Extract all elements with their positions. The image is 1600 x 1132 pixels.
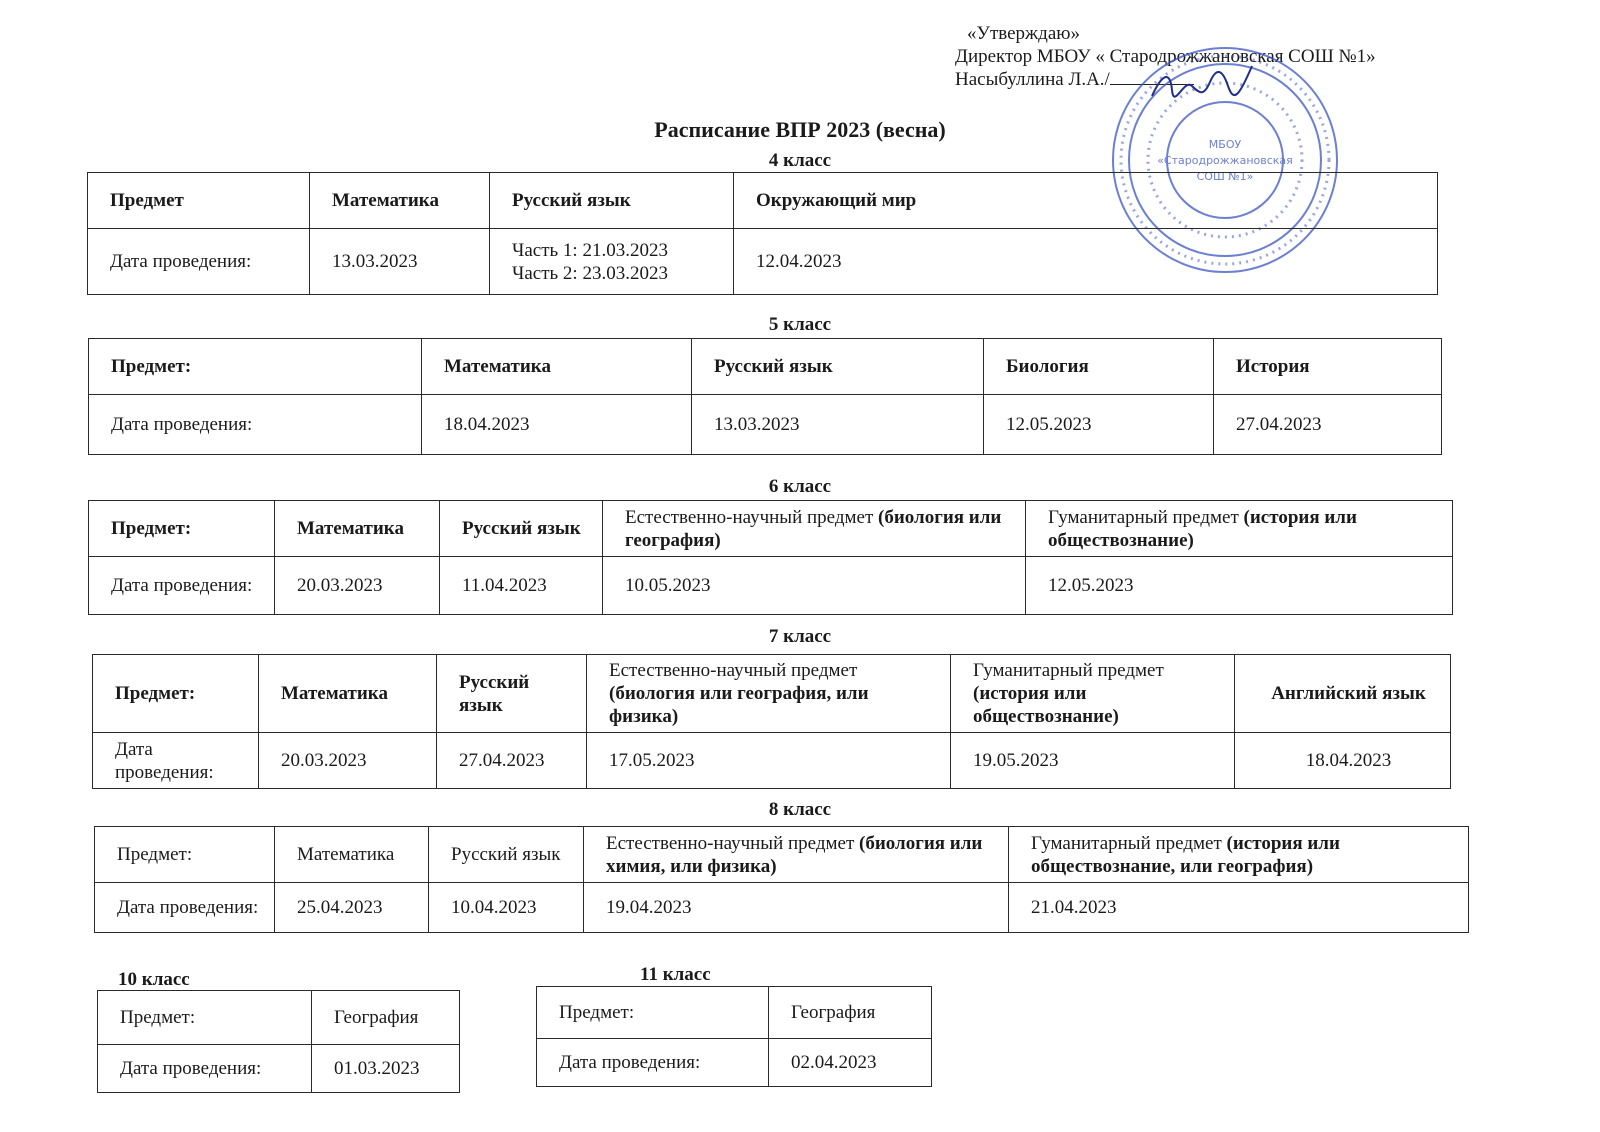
header-cell: Русский язык: [437, 655, 587, 733]
header-cell: Русский язык: [429, 827, 584, 883]
date-cell: 18.04.2023: [422, 395, 692, 455]
date-cell: 17.05.2023: [587, 733, 951, 789]
date-cell: 20.03.2023: [259, 733, 437, 789]
table-row: [89, 395, 1442, 455]
date-cell: 10.04.2023: [429, 883, 584, 933]
grade-11-table: [536, 986, 932, 1087]
approval-signatory-name: Насыбуллина Л.А./: [955, 69, 1110, 90]
table-row: [98, 1045, 460, 1093]
table-row: [88, 229, 1438, 295]
grade-10-table: [97, 990, 460, 1093]
date-label-cell: Дата проведения:: [537, 1039, 769, 1087]
date-part-1: Часть 1: 21.03.2023: [512, 239, 668, 261]
header-cell-main: Естественно-научный предмет: [625, 506, 874, 528]
header-cell: Предмет: [88, 173, 310, 229]
table-row: [95, 883, 1469, 933]
header-cell-detail: (история или обществознание): [1048, 506, 1357, 551]
header-cell: Предмет:: [89, 339, 422, 395]
header-cell: [603, 501, 1026, 557]
approval-position: Директор МБОУ « Стародрожжановская СОШ №1»: [955, 46, 1376, 67]
grade-5-table: [88, 338, 1442, 455]
date-label-cell: Дата проведения:: [95, 883, 275, 933]
date-cell: 12.04.2023: [734, 229, 1438, 295]
header-cell: Предмет:: [98, 991, 312, 1045]
grade-6-heading: 6 класс: [768, 476, 832, 497]
header-cell: Русский язык: [692, 339, 984, 395]
date-cell: 21.04.2023: [1009, 883, 1469, 933]
grade-8-heading: 8 класс: [768, 799, 832, 820]
grade-7-heading: 7 класс: [768, 626, 832, 647]
date-label-cell: Дата проведения:: [88, 229, 310, 295]
header-cell: [587, 655, 951, 733]
date-cell: 27.04.2023: [1214, 395, 1442, 455]
header-cell-detail: (история или обществознание, или география): [1031, 832, 1340, 877]
date-cell: 02.04.2023: [769, 1039, 932, 1087]
header-cell: Английский язык: [1235, 655, 1451, 733]
date-cell: 20.03.2023: [275, 557, 440, 615]
date-cell: 13.03.2023: [692, 395, 984, 455]
header-cell: Окружающий мир: [734, 173, 1438, 229]
table-row: [98, 991, 460, 1045]
table-row: [89, 501, 1453, 557]
table-row: [537, 987, 932, 1039]
header-cell-main: Гуманитарный предмет: [1031, 832, 1222, 854]
table-row: [89, 557, 1453, 615]
header-cell: Предмет:: [95, 827, 275, 883]
date-cell: [490, 229, 734, 295]
header-cell: Предмет:: [89, 501, 275, 557]
grade-8-table: [94, 826, 1469, 933]
date-cell: 11.04.2023: [440, 557, 603, 615]
header-cell: Математика: [275, 827, 429, 883]
header-cell-main: Естественно-научный предмет: [609, 660, 858, 681]
table-row: [95, 827, 1469, 883]
header-cell: [1009, 827, 1469, 883]
header-cell-main: Гуманитарный предмет: [973, 660, 1164, 681]
header-cell: [1026, 501, 1453, 557]
table-row: [88, 173, 1438, 229]
date-label-cell: Дата проведения:: [93, 733, 259, 789]
date-cell: 18.04.2023: [1235, 733, 1451, 789]
header-cell-detail: (история или обществознание): [973, 683, 1119, 727]
header-cell: Математика: [275, 501, 440, 557]
header-cell-detail: (биология или химия, или физика): [606, 832, 983, 877]
stamp-text-1: МБОУ: [1208, 138, 1242, 151]
date-label-cell: Дата проведения:: [98, 1045, 312, 1093]
header-cell: Математика: [310, 173, 490, 229]
header-cell: Математика: [259, 655, 437, 733]
date-label-cell: Дата проведения:: [89, 557, 275, 615]
date-cell: 13.03.2023: [310, 229, 490, 295]
date-cell: 01.03.2023: [312, 1045, 460, 1093]
table-row: [537, 1039, 932, 1087]
header-cell: Русский язык: [440, 501, 603, 557]
stamp-text-3: СОШ №1»: [1196, 170, 1254, 183]
header-cell: Предмет:: [93, 655, 259, 733]
header-cell: История: [1214, 339, 1442, 395]
grade-11-heading: 11 класс: [640, 964, 711, 985]
grade-6-table: [88, 500, 1453, 615]
date-cell: 12.05.2023: [1026, 557, 1453, 615]
header-cell-detail: (биология или география): [625, 506, 1002, 551]
grade-5-heading: 5 класс: [768, 314, 832, 335]
header-cell-detail: (биология или география, или физика): [609, 683, 869, 727]
header-cell-main: Естественно-научный предмет: [606, 832, 855, 854]
header-cell: География: [312, 991, 460, 1045]
header-cell: Русский язык: [490, 173, 734, 229]
grade-4-table: [87, 172, 1438, 295]
grade-4-heading: 4 класс: [768, 150, 832, 171]
header-cell: Предмет:: [537, 987, 769, 1039]
grade-7-table: [92, 654, 1451, 789]
header-cell: [584, 827, 1009, 883]
date-cell: 27.04.2023: [437, 733, 587, 789]
date-cell: 19.05.2023: [951, 733, 1235, 789]
date-cell: 12.05.2023: [984, 395, 1214, 455]
header-cell: [951, 655, 1235, 733]
header-cell-main: Гуманитарный предмет: [1048, 506, 1239, 528]
date-label-cell: Дата проведения:: [89, 395, 422, 455]
date-cell: 19.04.2023: [584, 883, 1009, 933]
header-cell: Математика: [422, 339, 692, 395]
stamp-text-2: «Стародрожжановская: [1157, 154, 1293, 167]
page-title: Расписание ВПР 2023 (весна): [654, 117, 946, 142]
table-row: [93, 655, 1451, 733]
header-cell: Биология: [984, 339, 1214, 395]
grade-10-heading: 10 класс: [118, 969, 190, 990]
table-row: [89, 339, 1442, 395]
signature: [1148, 60, 1258, 110]
header-cell: География: [769, 987, 932, 1039]
date-cell: 25.04.2023: [275, 883, 429, 933]
date-part-2: Часть 2: 23.03.2023: [512, 262, 668, 284]
date-cell: 10.05.2023: [603, 557, 1026, 615]
signature-stroke: [1152, 66, 1252, 97]
approval-title: «Утверждаю»: [967, 23, 1080, 44]
table-row: [93, 733, 1451, 789]
